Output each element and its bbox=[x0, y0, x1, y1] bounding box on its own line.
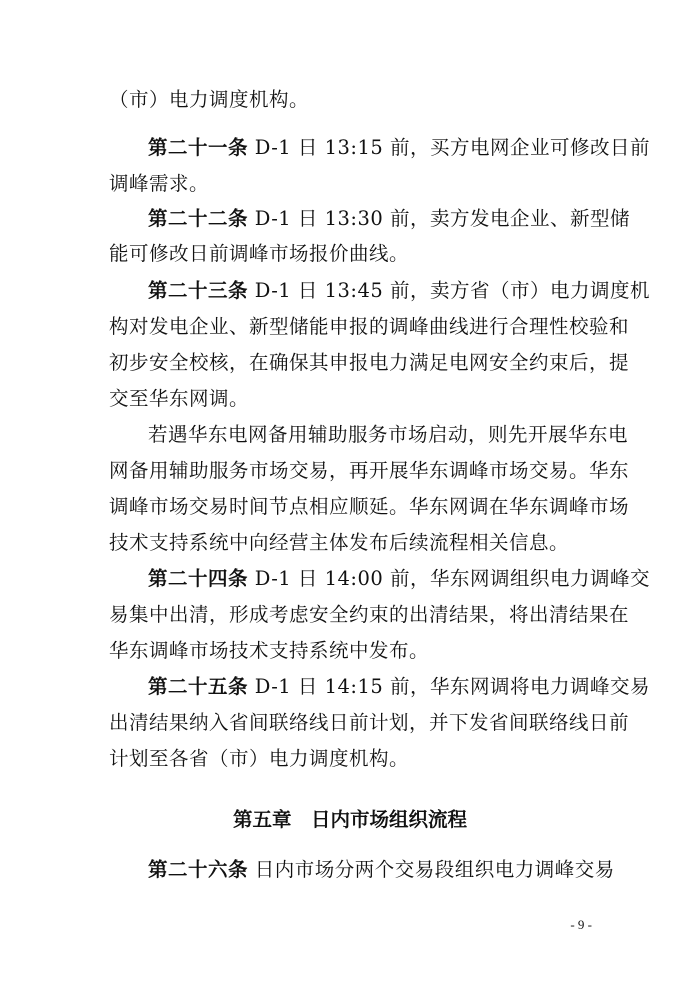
article-22-line-2: 能可修改日前调峰市场报价曲线。 bbox=[109, 242, 410, 265]
backup-paragraph-line-1: 若遇华东电网备用辅助服务市场启动，则先开展华东电 bbox=[148, 423, 629, 446]
article-21-title: 第二十一条 bbox=[148, 136, 249, 159]
article-23-line-3: 初步安全校核，在确保其申报电力满足电网安全约束后，提 bbox=[109, 351, 630, 374]
article-25-line-2: 出清结果纳入省间联络线日前计划，并下发省间联络线日前 bbox=[109, 711, 630, 734]
article-24-line-3: 华东调峰市场技术支持系统中发布。 bbox=[109, 639, 430, 662]
article-23-line-4: 交至华东网调。 bbox=[109, 387, 250, 410]
article-23-line-1: 第二十三条 D-1 日 13:45 前，卖方省（市）电力调度机 bbox=[148, 279, 650, 302]
article-21-line-1: 第二十一条 D-1 日 13:15 前，买方电网企业可修改日前 bbox=[148, 136, 650, 159]
article-24-line-1: 第二十四条 D-1 日 14:00 前，华东网调组织电力调峰交 bbox=[148, 567, 650, 590]
article-26-line-1: 第二十六条 日内市场分两个交易段组织电力调峰交易 bbox=[148, 858, 615, 881]
backup-paragraph-line-3: 调峰市场交易时间节点相应顺延。华东网调在华东调峰市场 bbox=[109, 495, 630, 518]
article-22-line-1: 第二十二条 D-1 日 13:30 前，卖方发电企业、新型储 bbox=[148, 207, 630, 230]
paragraph-line: （市）电力调度机构。 bbox=[109, 88, 310, 111]
article-24-title: 第二十四条 bbox=[148, 567, 249, 590]
article-24-line-2: 易集中出清，形成考虑安全约束的出清结果，将出清结果在 bbox=[109, 603, 630, 626]
chapter-5-heading: 第五章 日内市场组织流程 bbox=[232, 808, 467, 831]
article-25-title: 第二十五条 bbox=[148, 675, 249, 698]
page-number: - 9 - bbox=[570, 917, 592, 932]
backup-paragraph-line-2: 网备用辅助服务市场交易，再开展华东调峰市场交易。华东 bbox=[109, 459, 630, 482]
article-23-title: 第二十三条 bbox=[148, 279, 249, 302]
article-25-line-1: 第二十五条 D-1 日 14:15 前，华东网调将电力调峰交易 bbox=[148, 675, 650, 698]
article-26-title: 第二十六条 bbox=[148, 858, 249, 881]
article-21-line-2: 调峰需求。 bbox=[109, 172, 210, 195]
article-22-title: 第二十二条 bbox=[148, 207, 249, 230]
backup-paragraph-line-4: 技术支持系统中向经营主体发布后续流程相关信息。 bbox=[109, 531, 570, 554]
article-23-line-2: 构对发电企业、新型储能申报的调峰曲线进行合理性校验和 bbox=[109, 315, 630, 338]
article-25-line-3: 计划至各省（市）电力调度机构。 bbox=[109, 747, 410, 770]
